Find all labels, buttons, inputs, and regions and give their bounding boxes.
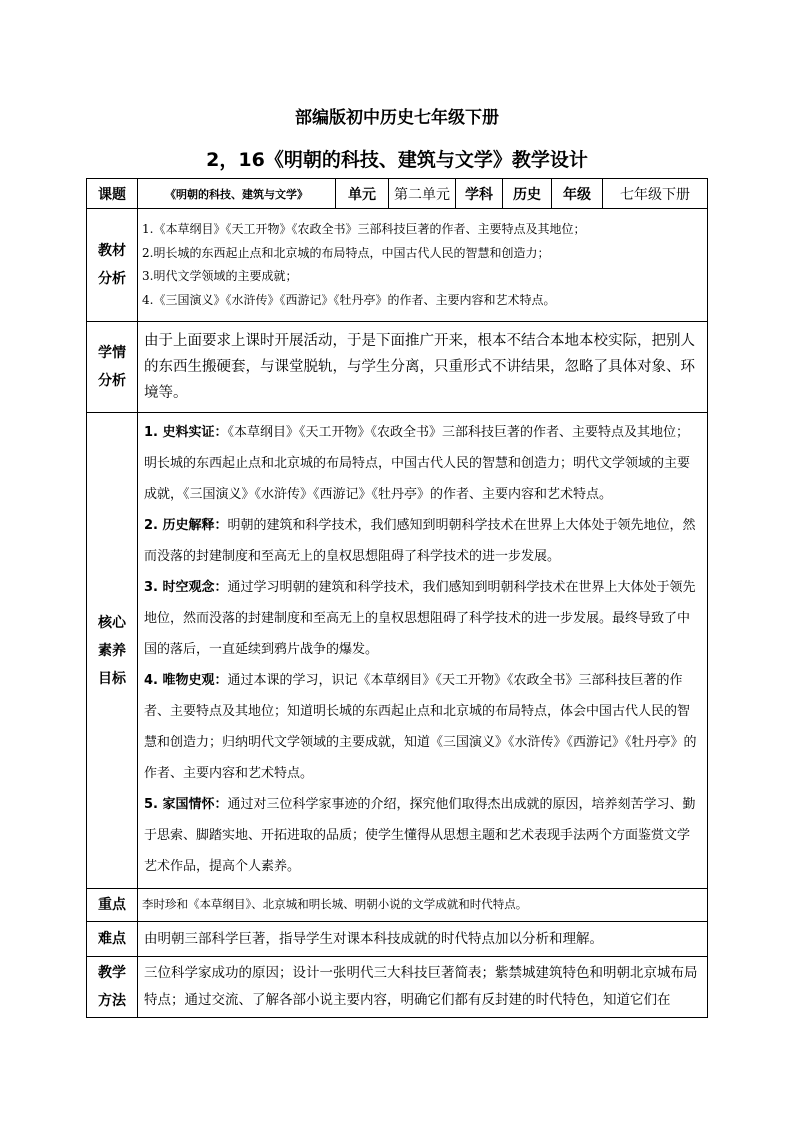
core-item: [144, 510, 701, 572]
core-item: [144, 572, 701, 665]
core-item-text: 明朝的建筑和科学技术，我们感知到明朝科学技术在世界上大体处于领先地位，然而没落的封建制度和至高无上的皇权思想阻碍了科学技术的进一步发展。: [144, 518, 696, 564]
core-row: [87, 413, 708, 889]
key-row: [87, 889, 708, 922]
learner-content: 由于上面要求上课时开展活动，于是下面推广开来，根本不结合本地本校实际，把别人的东西生搬硬套，与课堂脱轨，与学生分离，只重形式不讲结果，忽略了具体对象、环境等。: [138, 322, 708, 413]
core-item: [144, 417, 701, 510]
core-content: [138, 413, 708, 889]
header-row: [87, 179, 708, 209]
method-label-line1: 教学: [98, 965, 126, 981]
lesson-plan-table: [86, 178, 708, 1018]
course-label: 课题: [87, 179, 138, 209]
core-item-head: 2. 历史解释：: [144, 518, 228, 533]
material-item: 3.明代文学领域的主要成就；: [142, 269, 298, 283]
learner-row: [87, 322, 708, 413]
learner-label-line1: 学情: [98, 345, 126, 361]
material-label: [87, 209, 138, 322]
material-label-line2: 分析: [98, 271, 126, 287]
core-item-head: 5. 家国情怀：: [144, 797, 228, 812]
core-label-line1: 核心: [98, 614, 126, 631]
core-item-head: 3. 时空观念：: [144, 580, 228, 595]
key-label: 重点: [87, 889, 138, 922]
core-item-head: 1. 史料实证：: [144, 425, 228, 440]
method-row: [87, 957, 708, 1018]
unit-value: 第二单元: [389, 179, 456, 209]
core-label-line2: 素养: [98, 642, 126, 659]
document-subtitle: 2，16《明朝的科技、建筑与文学》教学设计: [206, 149, 588, 171]
unit-label: 单元: [336, 179, 389, 209]
difficult-label: 难点: [87, 922, 138, 957]
subject-value: 历史: [503, 179, 552, 209]
method-content: 三位科学家成功的原因；设计一张明代三大科技巨著简表；紫禁城建筑特色和明朝北京城布局特点；通过交流、了解各部小说主要内容，明确它们都有反封建的时代特色，知道它们在: [138, 957, 708, 1018]
difficult-row: [87, 922, 708, 957]
core-item-text: 通过本课的学习，识记《本草纲目》《天工开物》《农政全书》三部科技巨著的作者、主要特点及其地位；知道明长城的东西起止点和北京城的布局特点，体会中国古代人民的智慧和创造力；归纳明代文学领域的主要成就，知道《三国演义》《水浒传》《西游记》《牡丹亭》的作者、主要内容和艺术特点。: [144, 673, 697, 781]
core-item: [144, 789, 701, 882]
learner-label-line2: 分析: [98, 373, 126, 389]
material-item: 4.《三国演义》《水浒传》《西游记》《牡丹亭》的作者、主要内容和艺术特点。: [142, 292, 556, 307]
difficult-content: 由明朝三部科学巨著，指导学生对课本科技成就的时代特点加以分析和理解。: [138, 922, 708, 957]
material-row: [87, 209, 708, 322]
core-item-text: 通过学习明朝的建筑和科学技术，我们感知到明朝科学技术在世界上大体处于领先地位，然而没落的封建制度和至高无上的皇权思想阻碍了科学技术的进一步发展。最终导致了中国的落后，一直延续到鸦片战争的爆发。: [144, 580, 696, 657]
method-label: [87, 957, 138, 1018]
document-title: 部编版初中历史七年级下册: [295, 108, 499, 128]
course-value: 《明朝的科技、建筑与文学》: [138, 179, 336, 209]
material-label-line1: 教材: [98, 243, 126, 259]
grade-value: 七年级下册: [603, 179, 708, 209]
material-item: 1.《本草纲目》《天工开物》《农政全书》三部科技巨著的作者、主要特点及其地位；: [142, 222, 586, 236]
key-content: 李时珍和《本草纲目》、北京城和明长城、明朝小说的文学成就和时代特点。: [138, 889, 708, 922]
core-label: [87, 413, 138, 889]
core-item-text: 《本草纲目》《天工开物》《农政全书》三部科技巨著的作者、主要特点及其地位；明长城的东西起止点和北京城的布局特点，中国古代人民的智慧和创造力；明代文学领域的主要成就，《三国演义》《水浒传》《西游记》《牡丹亭》的作者、主要内容和艺术特点。: [144, 425, 691, 502]
core-item: [144, 665, 701, 789]
material-content: [138, 209, 708, 322]
grade-label: 年级: [552, 179, 603, 209]
core-item-text: 通过对三位科学家事迹的介绍，探究他们取得杰出成就的原因，培养刻苦学习、勤于思索、脚踏实地、开拓进取的品质；使学生懂得从思想主题和艺术表现手法两个方面鉴赏文学艺术作品，提高个人素养。: [144, 797, 696, 874]
core-item-head: 4. 唯物史观：: [144, 673, 228, 688]
material-item: 2.明长城的东西起止点和北京城的布局特点，中国古代人民的智慧和创造力；: [142, 245, 550, 260]
subject-label: 学科: [456, 179, 503, 209]
core-label-line3: 目标: [98, 670, 126, 687]
learner-label: [87, 322, 138, 413]
method-label-line2: 方法: [98, 993, 126, 1009]
